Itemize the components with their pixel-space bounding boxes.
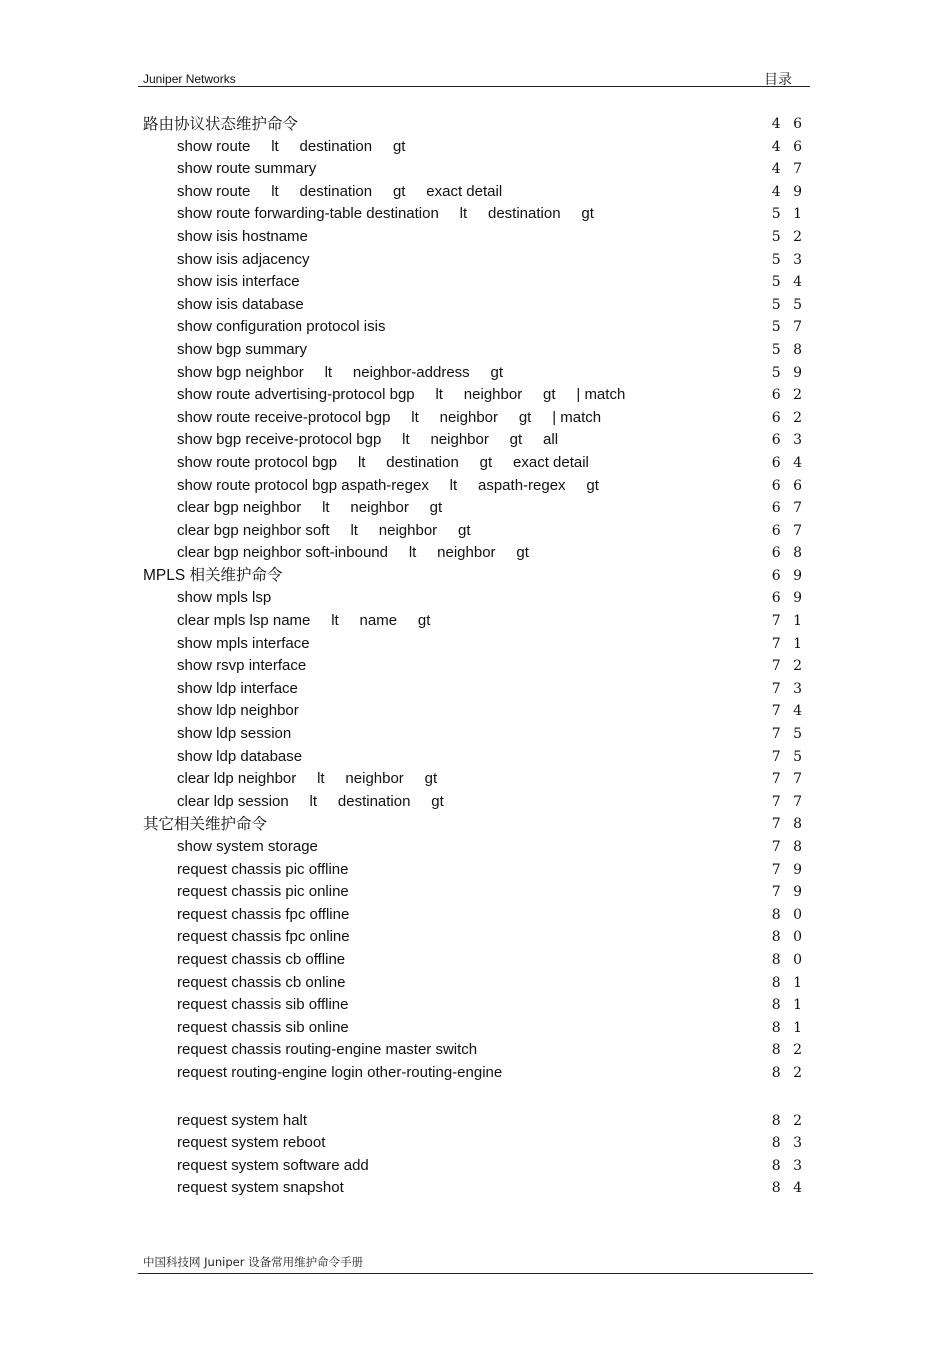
toc-entry[interactable]: [143, 542, 806, 565]
toc-page-number: 7 3: [771, 680, 806, 697]
toc-entry[interactable]: [143, 610, 806, 633]
toc-page-number: 6 7: [771, 500, 806, 517]
toc-entry[interactable]: [143, 249, 806, 272]
toc-page-number: 6 9: [771, 567, 806, 584]
header-toc-label: 目录: [764, 72, 792, 88]
toc-entry-text: clear bgp neighbor soft-inbound lt neighbor gt: [177, 544, 529, 562]
toc-section-heading[interactable]: [143, 113, 806, 136]
toc-page-number: 6 9: [771, 590, 806, 607]
toc-entry[interactable]: [143, 949, 806, 972]
toc-entry-text: request chassis routing-engine master switch: [177, 1041, 478, 1059]
toc-entry-text: request chassis fpc offline: [177, 905, 350, 923]
toc-entry[interactable]: [143, 203, 806, 226]
toc-entry-text: show isis hostname: [177, 227, 308, 245]
toc-page-number: 8 3: [771, 1135, 806, 1152]
toc-page-number: 5 8: [771, 341, 806, 358]
toc-page-number: 6 2: [771, 409, 806, 426]
toc-page-number: 7 5: [771, 726, 806, 743]
footer-title: 中国科技网 Juniper 设备常用维护命令手册: [143, 1255, 364, 1269]
toc-entry-text: request chassis fpc online: [177, 928, 350, 946]
toc-entry[interactable]: [143, 1062, 806, 1085]
header-rule: [138, 86, 810, 87]
toc-entry-text: show bgp summary: [177, 340, 308, 358]
toc-page-number: 7 8: [771, 839, 806, 855]
toc-page-number: 7 9: [771, 884, 806, 901]
toc-entry-text: show mpls lsp: [177, 589, 272, 607]
toc-entry[interactable]: [143, 994, 806, 1017]
toc-spacer: [143, 1085, 806, 1110]
toc-page-number: 5 4: [771, 274, 806, 291]
toc-entry[interactable]: [143, 181, 806, 204]
toc-page-number: 6 7: [771, 522, 806, 539]
toc-page-number: 5 1: [771, 206, 806, 223]
toc-entry[interactable]: [143, 452, 806, 475]
toc-entry-text: request chassis sib online: [177, 1018, 349, 1036]
toc-entry-text: request chassis sib offline: [177, 996, 349, 1014]
toc-entry-text: show route protocol bgp aspath-regex lt aspath-regex gt: [177, 476, 599, 494]
toc-page-number: 5 3: [771, 251, 806, 268]
toc-entry-text: request system halt: [177, 1111, 308, 1129]
toc-page-number: 8 1: [771, 974, 806, 991]
toc-page-number: 5 9: [771, 364, 806, 381]
toc-entry-text: show configuration protocol isis: [177, 318, 386, 336]
toc-entry[interactable]: [143, 1017, 806, 1040]
toc-entry-text: request chassis pic offline: [177, 860, 349, 878]
toc-entry-text: clear ldp session lt destination gt: [177, 792, 444, 810]
toc-entry-text: show route lt destination gt: [177, 137, 406, 155]
toc-page-number: 7 7: [771, 793, 806, 810]
toc-entry-text: request chassis cb online: [177, 973, 346, 991]
toc-section-heading[interactable]: [143, 565, 806, 588]
toc-page-number: 8 2: [771, 1112, 806, 1129]
toc-entry[interactable]: [143, 1039, 806, 1062]
toc-entry[interactable]: [143, 475, 806, 498]
toc-entry[interactable]: [143, 587, 806, 610]
toc-page-number: 6 6: [771, 477, 806, 494]
toc-entry-text: show bgp receive-protocol bgp lt neighbor gt all: [177, 431, 559, 449]
toc-entry[interactable]: [143, 746, 806, 769]
toc-page-number: 5 2: [771, 228, 806, 245]
toc-entry[interactable]: [143, 271, 806, 294]
toc-entry-text: request chassis pic online: [177, 883, 349, 901]
toc-page-number: 4 6: [771, 116, 806, 132]
toc-entry[interactable]: [143, 316, 806, 339]
toc-page-number: 8 1: [771, 997, 806, 1014]
toc-entry[interactable]: [143, 859, 806, 882]
toc-page-number: 5 7: [771, 319, 806, 336]
toc-page-number: 7 1: [771, 613, 806, 630]
toc-entry[interactable]: [143, 1155, 806, 1178]
toc-page-number: 7 4: [771, 703, 806, 720]
toc-entry[interactable]: [143, 678, 806, 701]
toc-entry-text: show ldp session: [177, 725, 292, 743]
toc-page-number: 8 2: [771, 1064, 806, 1081]
toc-page-number: 7 1: [771, 635, 806, 652]
toc-entry[interactable]: [143, 904, 806, 927]
toc-page-number: 6 8: [771, 545, 806, 562]
toc-entry-text: clear ldp neighbor lt neighbor gt: [177, 770, 438, 788]
toc-page-number: 7 2: [771, 658, 806, 675]
toc-entry[interactable]: [143, 384, 806, 407]
toc-entry[interactable]: [143, 926, 806, 949]
toc-entry-text: show ldp interface: [177, 679, 298, 697]
toc-entry[interactable]: [143, 791, 806, 814]
toc-entry[interactable]: [143, 158, 806, 181]
toc-entry-text: clear mpls lsp name lt name gt: [177, 612, 431, 630]
toc-page-number: 7 7: [771, 771, 806, 788]
toc-page-number: 6 4: [771, 454, 806, 471]
footer-rule: [138, 1273, 813, 1274]
toc-entry-text: show route receive-protocol bgp lt neighbor gt | match: [177, 408, 602, 426]
toc-entry[interactable]: [143, 972, 806, 995]
toc-page-number: 4 7: [771, 161, 806, 178]
toc-entry-text: clear bgp neighbor soft lt neighbor gt: [177, 521, 471, 539]
toc-page-number: 7 5: [771, 748, 806, 765]
toc-entry-text: request routing-engine login other-routing-engine: [177, 1063, 503, 1081]
header-company-name: Juniper Networks: [143, 72, 236, 86]
toc-entry[interactable]: [143, 136, 806, 159]
toc-entry-text: request system software add: [177, 1156, 369, 1174]
toc-page-number: 4 6: [771, 138, 806, 155]
toc-page-number: 6 2: [771, 387, 806, 404]
toc-page-number: 8 1: [771, 1019, 806, 1036]
toc-entry-text: show ldp neighbor: [177, 702, 299, 720]
toc-entry[interactable]: [143, 362, 806, 385]
toc-entry[interactable]: [143, 1177, 806, 1200]
toc-page-number: 8 2: [771, 1042, 806, 1059]
table-of-contents: [143, 113, 806, 1200]
toc-entry[interactable]: [143, 836, 806, 859]
toc-entry[interactable]: [143, 881, 806, 904]
toc-entry-text: request chassis cb offline: [177, 950, 346, 968]
toc-entry[interactable]: [143, 294, 806, 317]
toc-entry[interactable]: [143, 1132, 806, 1155]
toc-entry-text: show route forwarding-table destination lt destination gt: [177, 205, 594, 223]
toc-entry[interactable]: [143, 520, 806, 543]
toc-entry-text: show isis adjacency: [177, 250, 310, 268]
toc-entry[interactable]: [143, 339, 806, 362]
toc-entry-text: show rsvp interface: [177, 657, 307, 675]
toc-entry-text: request system reboot: [177, 1134, 326, 1152]
toc-entry[interactable]: [143, 407, 806, 430]
toc-section-title: 其它相关维护命令: [143, 815, 268, 834]
toc-entry-text: request system snapshot: [177, 1179, 344, 1197]
toc-section-title: 路由协议状态维护命令: [143, 115, 299, 133]
toc-entry-text: show mpls interface: [177, 634, 310, 652]
toc-entry-text: show isis database: [177, 295, 304, 313]
toc-entry[interactable]: [143, 700, 806, 723]
toc-entry[interactable]: [143, 1110, 806, 1133]
toc-entry-text: show route advertising-protocol bgp lt neighbor gt | match: [177, 386, 626, 404]
toc-page-number: 7 8: [771, 816, 806, 833]
toc-page-number: 8 0: [771, 906, 806, 923]
toc-page-number: 5 5: [771, 296, 806, 313]
toc-entry[interactable]: [143, 497, 806, 520]
toc-entry-text: show route protocol bgp lt destination gt exact detail: [177, 453, 589, 471]
toc-section-title: MPLS 相关维护命令: [143, 566, 283, 584]
toc-page-number: 4 9: [771, 183, 806, 200]
toc-entry[interactable]: [143, 723, 806, 746]
toc-entry-text: show isis interface: [177, 273, 300, 291]
toc-section-heading[interactable]: [143, 813, 806, 836]
toc-entry-text: show route lt destination gt exact detail: [177, 182, 503, 200]
toc-entry[interactable]: [143, 655, 806, 678]
toc-page-number: 8 0: [771, 951, 806, 968]
toc-page-number: 7 9: [771, 861, 806, 878]
toc-entry-text: show bgp neighbor lt neighbor-address gt: [177, 363, 504, 381]
toc-page-number: 8 0: [771, 929, 806, 946]
toc-entry-text: clear bgp neighbor lt neighbor gt: [177, 499, 443, 517]
toc-page-number: 6 3: [771, 432, 806, 449]
toc-page-number: 8 3: [771, 1157, 806, 1174]
toc-entry-text: show route summary: [177, 160, 317, 178]
toc-page-number: 8 4: [771, 1180, 806, 1197]
toc-entry[interactable]: [143, 429, 806, 452]
toc-entry[interactable]: [143, 633, 806, 656]
toc-entry[interactable]: [143, 768, 806, 791]
toc-entry-text: show system storage: [177, 838, 318, 855]
toc-entry[interactable]: [143, 226, 806, 249]
toc-entry-text: show ldp database: [177, 747, 303, 765]
